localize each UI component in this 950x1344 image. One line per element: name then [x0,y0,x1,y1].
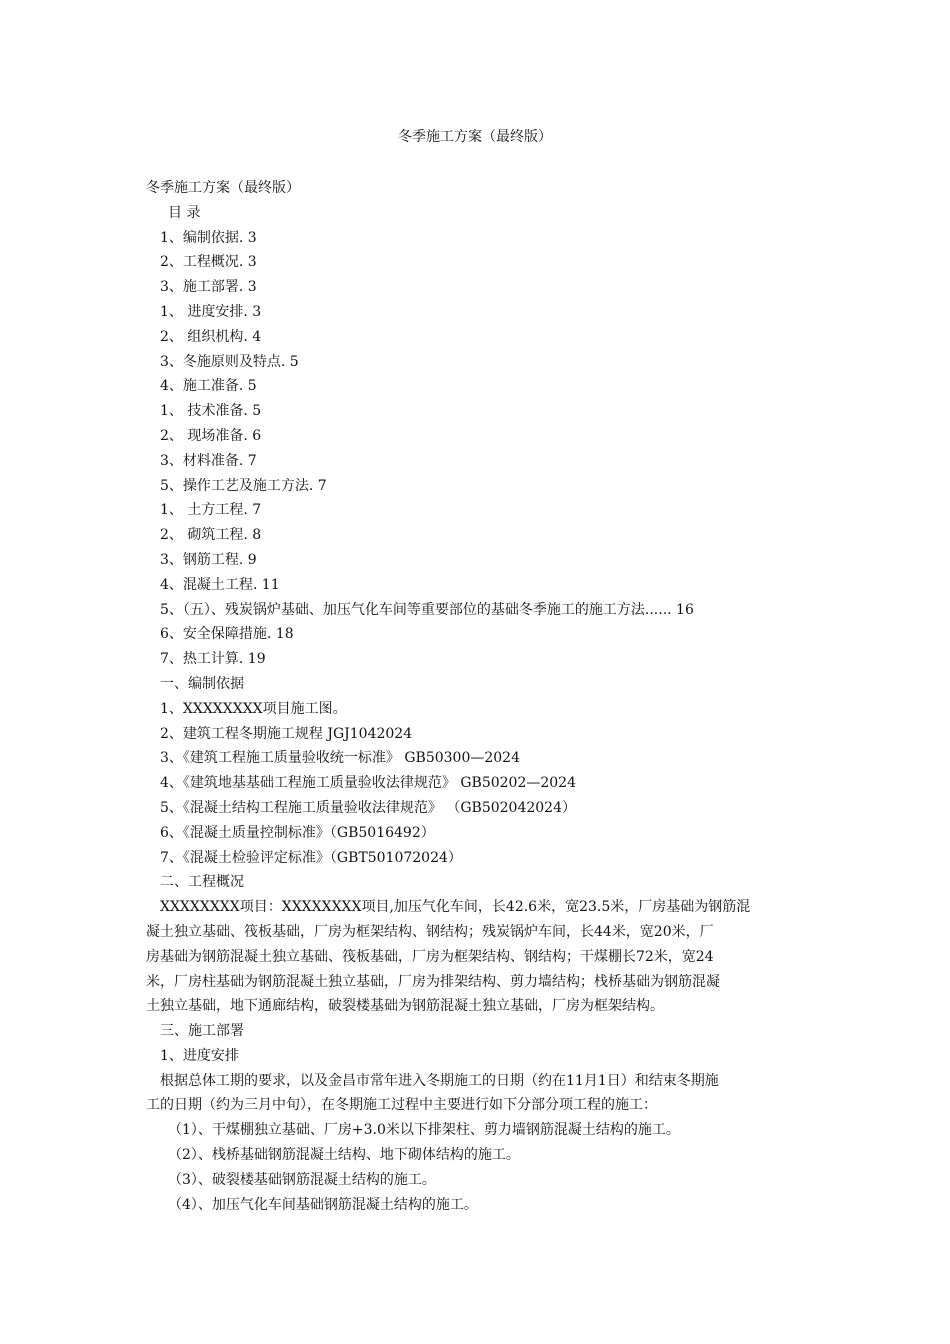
paragraph-line: XXXXXXXX项目：XXXXXXXX项目,加压气化车间，长42.6米，宽23.5米，厂房基础为钢筋混 [160,899,751,916]
section-overview [146,870,806,1019]
toc-entry: 3、冬施原则及特点. 5 [160,353,299,370]
toc-entry: 2、工程概况. 3 [160,254,257,271]
toc-entry: 3、施工部署. 3 [160,279,257,296]
list-item: 6、《混凝土质量控制标准》（GB5016492） [160,824,435,841]
table-of-contents [146,226,806,672]
toc-entry: 6、安全保障措施. 18 [160,626,294,643]
toc-entry: 4、施工准备. 5 [160,378,257,395]
sub-heading: 1、进度安排 [160,1047,239,1064]
section-basis [146,672,806,870]
document-body [146,176,806,1217]
paragraph-line: 房基础为钢筋混凝土独立基础、筏板基础，厂房为框架结构、钢结构；干煤棚长72米，宽24 [146,948,714,965]
document-heading: 冬季施工方案（最终版） [146,180,300,196]
paragraph-line: 凝土独立基础、筏板基础，厂房为框架结构、钢结构；残炭锅炉车间，长44米，宽20米，厂 [146,923,714,940]
toc-entry: 1、 技术准备. 5 [160,403,262,420]
toc-label: 目 录 [168,204,201,221]
toc-entry: 1、编制依据. 3 [160,229,257,246]
toc-entry: 2、 砌筑工程. 8 [160,527,262,544]
list-item: 2、建筑工程冬期施工规程 JGJ1042024 [160,725,413,742]
toc-entry: 5、（五）、残炭锅炉基础、加压气化车间等重要部位的基础冬季施工的施工方法...... 16 [160,601,694,618]
paragraph-line: 根据总体工期的要求，以及金昌市常年进入冬期施工的日期（约在11月1日）和结束冬期施 [160,1072,719,1089]
list-item: （3）、破裂楼基础钢筋混凝土结构的施工。 [168,1171,436,1188]
paragraph-line: 工的日期（约为三月中旬），在冬期施工过程中主要进行如下分部分项工程的施工： [146,1097,657,1114]
list-item: 3、《建筑工程施工质量验收统一标准》 GB50300—2024 [160,750,520,767]
toc-entry: 2、 组织机构. 4 [160,328,262,345]
toc-entry: 1、 进度安排. 3 [160,303,262,320]
toc-entry: 2、 现场准备. 6 [160,427,262,444]
list-item: 4、《建筑地基基础工程施工质量验收法律规范》 GB50202—2024 [160,775,576,792]
list-item: 5、《混凝土结构工程施工质量验收法律规范》 （GB502042024） [160,799,576,816]
toc-entry: 1、 土方工程. 7 [160,502,262,519]
section-heading: 一、编制依据 [160,675,244,692]
list-item: 7、《混凝土检验评定标准》（GBT501072024） [160,849,462,866]
toc-entry: 7、热工计算. 19 [160,651,266,668]
list-item: （2）、栈桥基础钢筋混凝土结构、地下砌体结构的施工。 [168,1147,520,1164]
document-title: 冬季施工方案（最终版） [398,129,552,145]
section-deployment [146,1019,806,1217]
paragraph-line: 土独立基础，地下通廊结构，破裂楼基础为钢筋混凝土独立基础，厂房为框架结构。 [146,998,664,1015]
paragraph-line: 米，厂房柱基础为钢筋混凝土独立基础，厂房为排架结构、剪力墙结构；栈桥基础为钢筋混凝 [146,973,720,990]
list-item: 1、XXXXXXXX项目施工图。 [160,700,347,717]
section-heading: 二、工程概况 [160,874,244,891]
toc-entry: 5、操作工艺及施工方法. 7 [160,477,327,494]
toc-entry: 4、混凝土工程. 11 [160,576,280,593]
toc-entry: 3、材料准备. 7 [160,452,257,469]
toc-entry: 3、钢筋工程. 9 [160,551,257,568]
list-item: （4）、加压气化车间基础钢筋混凝土结构的施工。 [168,1196,478,1213]
section-heading: 三、施工部署 [160,1023,244,1040]
list-item: （1）、干煤棚独立基础、厂房+3.0米以下排架柱、剪力墙钢筋混凝土结构的施工。 [168,1122,680,1139]
